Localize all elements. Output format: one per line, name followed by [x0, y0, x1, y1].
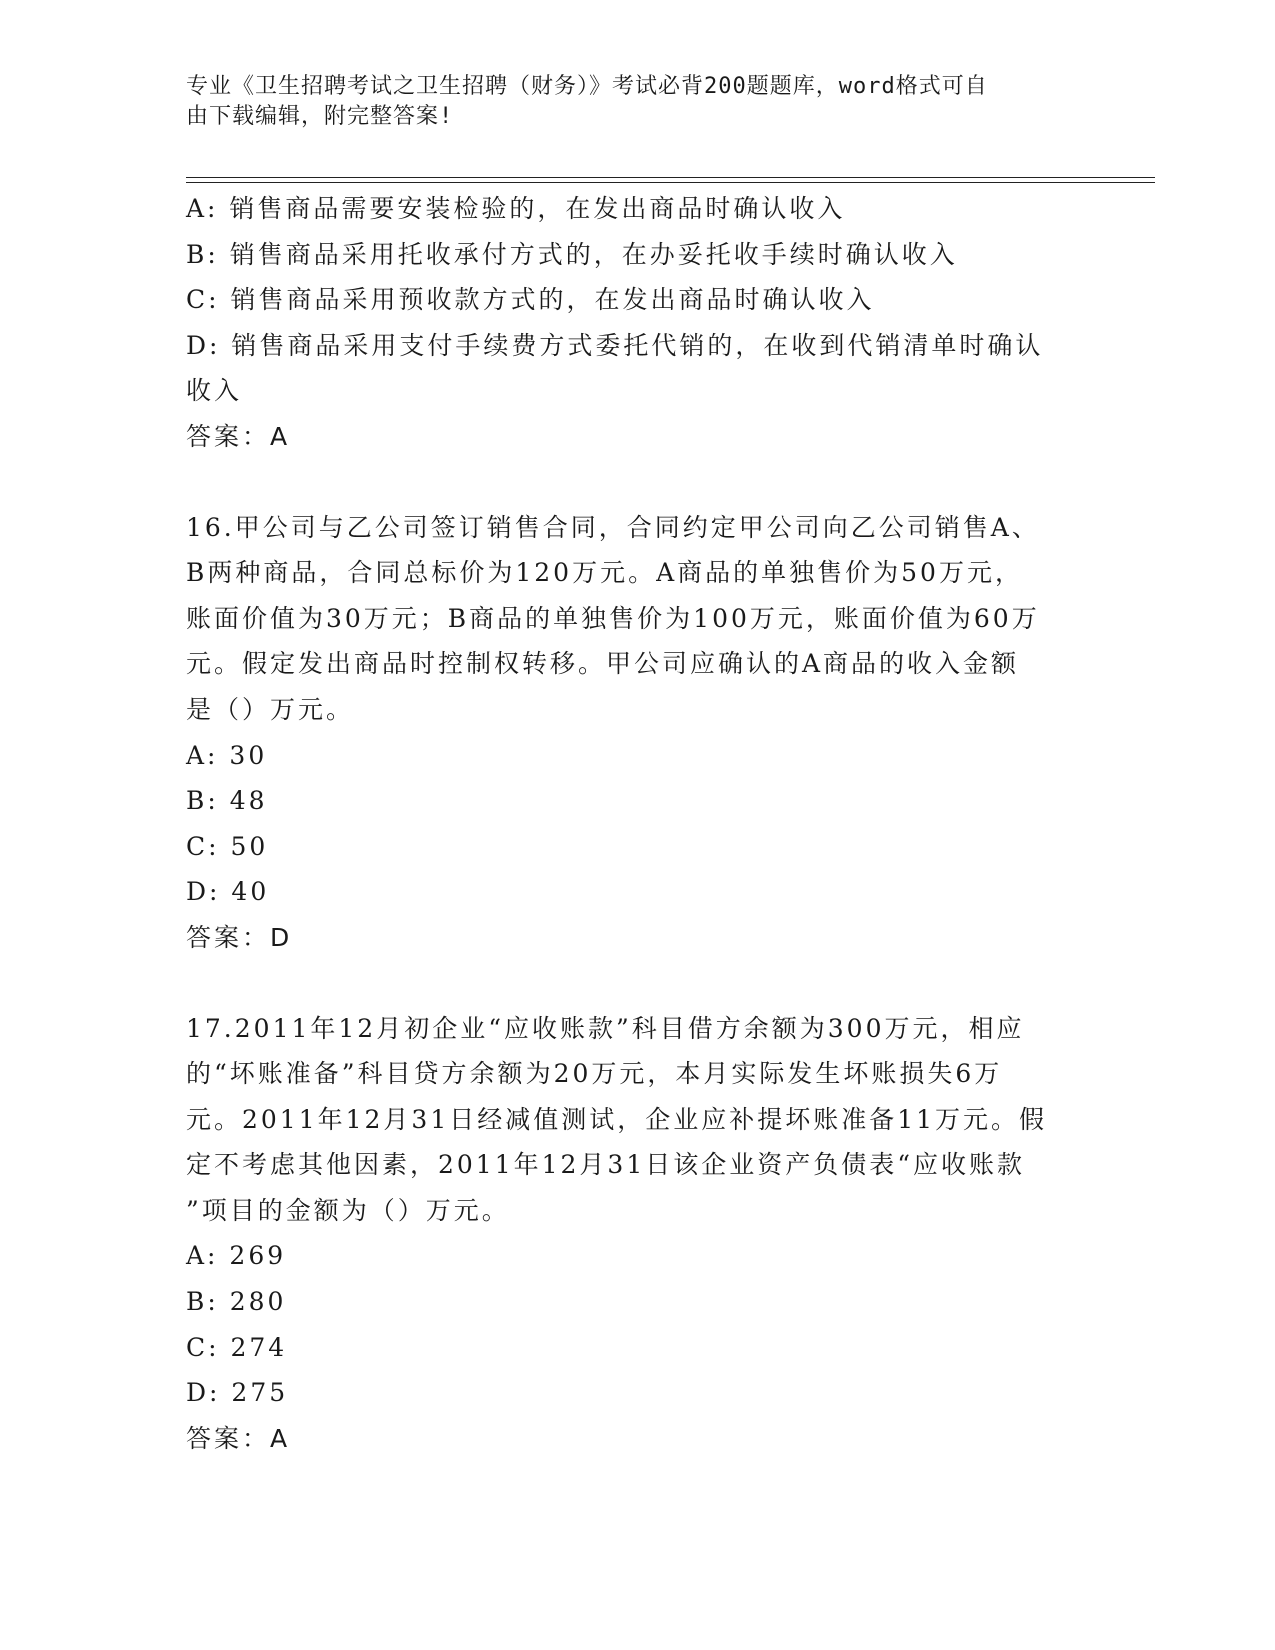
question-line: ”项目的金额为（）万元。 — [186, 1195, 510, 1225]
question-line: 定不考虑其他因素，2011年12月31日该企业资产负债表“应收账款 — [186, 1150, 1026, 1180]
option-b: B: 48 — [186, 786, 268, 816]
answer: 答案：A — [186, 1423, 291, 1453]
question-content — [186, 186, 1086, 1461]
option-c: C: 50 — [186, 831, 269, 861]
option-b: B: 280 — [186, 1287, 287, 1317]
option-c: C: 销售商品采用预收款方式的，在发出商品时确认收入 — [186, 285, 875, 315]
option-d: D: 销售商品采用支付手续费方式委托代销的，在收到代销清单时确认 — [186, 330, 1044, 360]
question-line: 是（）万元。 — [186, 694, 355, 724]
question-16 — [186, 505, 1086, 961]
question-line: 元。假定发出商品时控制权转移。甲公司应确认的A商品的收入金额 — [186, 649, 1020, 679]
option-d-continued: 收入 — [186, 376, 243, 406]
option-a: A: 30 — [186, 740, 268, 770]
answer: 答案：D — [186, 922, 293, 952]
option-c: C: 274 — [186, 1332, 288, 1362]
question-17 — [186, 1006, 1086, 1462]
option-d: D: 40 — [186, 877, 270, 907]
document-header — [186, 72, 1066, 132]
option-d: D: 275 — [186, 1378, 289, 1408]
option-a: A: 销售商品需要安装检验的，在发出商品时确认收入 — [186, 194, 846, 223]
question-line: 账面价值为30万元；B商品的单独售价为100万元，账面价值为60万 — [186, 603, 1040, 633]
header-line-1: 专业《卫生招聘考试之卫生招聘（财务）》考试必背200题题库，word格式可自 — [186, 74, 988, 99]
question-line: 17.2011年12月初企业“应收账款”科目借方余额为300万元，相应 — [186, 1013, 1025, 1043]
header-divider-bottom — [186, 182, 1155, 183]
question-line: 16.甲公司与乙公司签订销售合同，合同约定甲公司向乙公司销售A、 — [186, 512, 1040, 542]
option-b: B: 销售商品采用托收承付方式的，在办妥托收手续时确认收入 — [186, 239, 958, 269]
question-15 — [186, 186, 1086, 460]
question-line: 的“坏账准备”科目贷方余额为20万元，本月实际发生坏账损失6万 — [186, 1059, 1003, 1089]
header-line-2: 由下载编辑，附完整答案! — [186, 104, 454, 129]
header-divider-top — [186, 177, 1155, 178]
question-line: B两种商品，合同总标价为120万元。A商品的单独售价为50万元， — [186, 558, 1023, 588]
option-a: A: 269 — [186, 1241, 287, 1271]
answer: 答案：A — [186, 421, 291, 451]
question-line: 元。2011年12月31日经减值测试，企业应补提坏账准备11万元。假 — [186, 1104, 1048, 1134]
spacer — [186, 460, 1086, 505]
spacer — [186, 961, 1086, 1006]
